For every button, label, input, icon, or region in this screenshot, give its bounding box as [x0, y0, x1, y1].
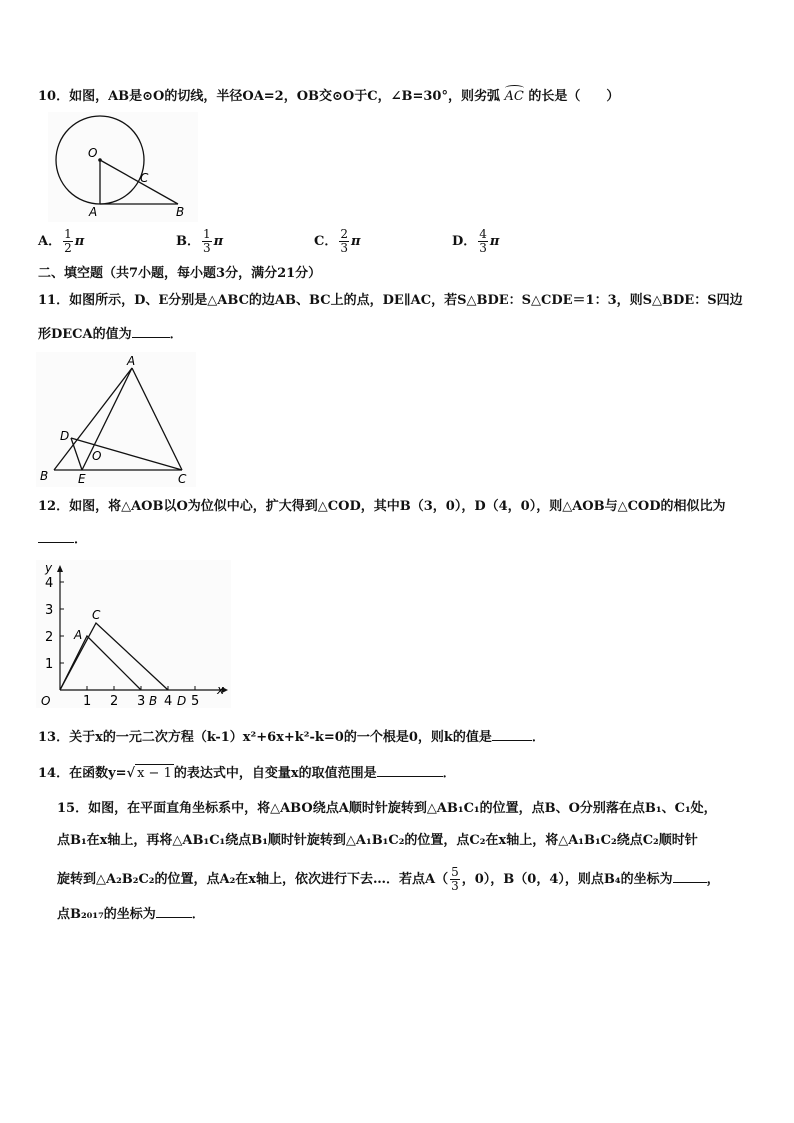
q15-line4: 点B₂₀₁₇的坐标为 ． [57, 907, 205, 922]
arc-ac-label: AC [504, 89, 524, 104]
q12-line1: 12．如图，将△AOB以O为位似中心，扩大得到△COD，其中B（3，0），D（4，0），则△AOB与△COD的相似比为 [38, 499, 726, 514]
label-o: O [92, 449, 102, 463]
q14: 14．在函数y=√ x − 1 的表达式中，自变量x的取值范围是 ． [38, 766, 456, 781]
origin-label: O [41, 694, 51, 708]
square-root: x − 1 [137, 766, 172, 781]
q13: 13．关于x的一元二次方程（k-1）x²+6x+k²-k=0的一个根是0，则k的值是 ． [38, 730, 545, 745]
label-e: E [78, 472, 86, 486]
x-tick-5: 5 [191, 694, 200, 708]
fraction: $\frac{1}{3}$ [203, 227, 211, 255]
label-c: C [92, 608, 101, 622]
q11-line2: 形DECA的值为 ． [38, 327, 183, 342]
q15-line3: 旋转到△A₂B₂C₂的位置，点A₂在x轴上，依次进行下去…．若点A（ $\frac{5}{3}$ ，0），B（0，4），则点B₄的坐标为 ， [57, 865, 720, 893]
label-o: O [88, 146, 98, 160]
answer-blank-b2017[interactable] [156, 905, 192, 918]
q10-stem: 10．如图，AB是⊙O的切线，半径OA=2，OB交⊙O于C，∠B=30°，则劣弧 AC 的长是（ ） [38, 89, 620, 104]
label-a: A [89, 205, 98, 219]
q12-coordinate-figure [36, 560, 231, 708]
fraction: $\frac{1}{2}$ [64, 227, 72, 255]
q11-triangle-figure [36, 352, 196, 487]
y-axis-label: y [45, 561, 53, 575]
q10-option-c[interactable]: C． $\frac{2}{3}$ π [314, 227, 361, 255]
label-b: B [176, 205, 185, 219]
x-tick-2: 2 [110, 694, 119, 708]
q11-line1: 11．如图所示，D、E分别是△ABC的边AB、BC上的点，DE∥AC，若S△BDE：S△CDE＝1：3，则S△BDE：S四边 [38, 293, 743, 308]
x-tick-3: 3 [137, 694, 146, 708]
y-tick-1: 1 [45, 657, 54, 672]
q10-option-d[interactable]: D． $\frac{4}{3}$ π [452, 227, 500, 255]
label-c: C [140, 171, 149, 185]
y-tick-4: 4 [45, 576, 54, 591]
label-d: D [177, 694, 187, 708]
y-tick-3: 3 [45, 603, 54, 618]
section-heading: 二、填空题（共7小题，每小题3分，满分21分） [38, 266, 322, 281]
answer-blank[interactable] [492, 728, 532, 741]
fraction: $\frac{2}{3}$ [340, 227, 348, 255]
x-tick-1: 1 [83, 694, 92, 708]
fraction: $\frac{4}{3}$ [479, 227, 487, 255]
label-b: B [149, 694, 158, 708]
q10-option-a[interactable]: A． $\frac{1}{2}$ π [38, 227, 85, 255]
answer-blank[interactable] [38, 530, 74, 543]
label-a: A [74, 628, 83, 642]
q15-line1: 15．如图，在平面直角坐标系中，将△ABO绕点A顺时针旋转到△AB₁C₁的位置，点B、O分别落在点B₁、C₁处， [57, 801, 717, 816]
label-d: D [60, 429, 70, 443]
fraction: $\frac{5}{3}$ [451, 865, 459, 893]
q10-option-b[interactable]: B． $\frac{1}{3}$ π [176, 227, 224, 255]
y-tick-2: 2 [45, 630, 54, 645]
q15-line2: 点B₁在x轴上，再将△AB₁C₁绕点B₁顺时针旋转到△A₁B₁C₂的位置，点C₂在x轴上，将△A₁B₁C₂绕点C₂顺时针 [57, 833, 698, 848]
answer-blank[interactable] [132, 325, 170, 338]
answer-blank[interactable] [377, 764, 443, 777]
q12-line2: ． [38, 530, 87, 549]
x-axis-label: x [217, 683, 225, 697]
label-b: B [40, 469, 49, 483]
label-a: A [127, 354, 136, 368]
answer-blank-b4[interactable] [673, 870, 707, 883]
label-c: C [178, 472, 187, 486]
x-tick-4: 4 [164, 694, 173, 708]
center-point [98, 158, 102, 162]
q10-circle-figure [48, 112, 198, 222]
